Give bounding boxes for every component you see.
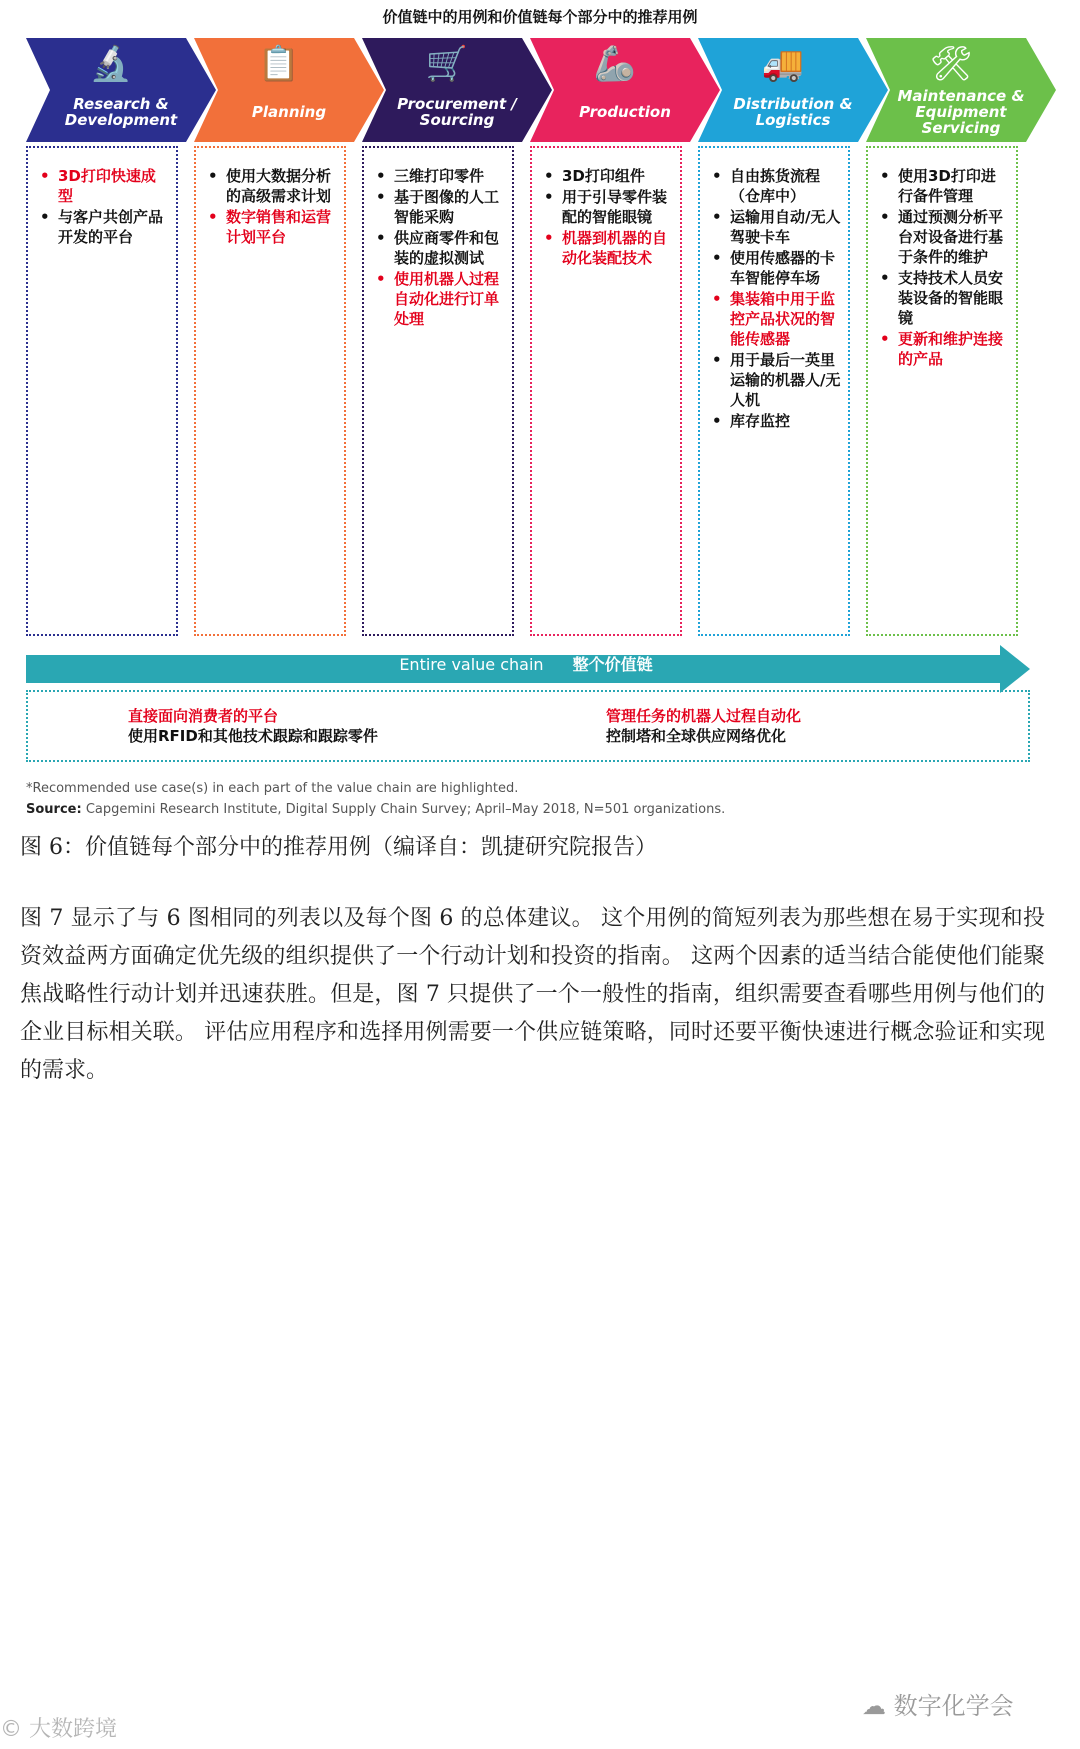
use-case: • 通过预测分析平台对设备进行基于条件的维护 <box>898 207 1010 267</box>
use-case: • 用于最后一英里运输的机器人/无人机 <box>730 350 842 410</box>
use-case-list <box>204 166 338 247</box>
highlighted-use-case: • 机器到机器的自动化装配技术 <box>562 228 674 268</box>
stage-label: Procurement / Sourcing <box>397 95 517 129</box>
stage-chevron <box>26 38 216 142</box>
highlighted-use-case: 直接面向消费者的平台 <box>128 707 279 725</box>
use-case: • 三维打印零件 <box>394 166 506 186</box>
tools-icon: 🛠 <box>929 44 973 84</box>
clipboard-icon: 📋 <box>257 44 301 84</box>
use-case: • 用于引导零件装配的智能眼镜 <box>562 187 674 227</box>
entire-value-chain-label <box>26 652 1026 675</box>
highlighted-use-case: • 3D打印快速成型 <box>58 166 170 206</box>
stage-use-case-column <box>194 146 346 636</box>
stage-label: Maintenance & Equipment Servicing <box>897 87 1025 137</box>
stage-chevron <box>194 38 384 142</box>
source-text: Capgemini Research Institute, Digital Supply Chain Survey; April–May 2018, N=501 organizations. <box>81 802 726 817</box>
use-case: • 自由拣货流程（仓库中） <box>730 166 842 206</box>
shopping-cart-icon: 🛒 <box>425 44 469 84</box>
watermark-left-text: 大数跨境 <box>29 1717 118 1742</box>
watermark-left <box>0 1712 117 1743</box>
microscope-icon: 🔬 <box>89 44 133 84</box>
use-case-list <box>876 166 1010 369</box>
stage-use-case-column <box>530 146 682 636</box>
stage-label: Production <box>579 103 671 121</box>
use-case: • 库存监控 <box>730 411 842 431</box>
entire-chain-item <box>128 706 378 746</box>
use-case: • 3D打印组件 <box>562 166 674 186</box>
highlighted-use-case: 管理任务的机器人过程自动化 <box>606 707 802 725</box>
use-case-list <box>36 166 170 247</box>
figure-title: 价值链中的用例和价值链每个部分中的推荐用例 <box>382 8 698 26</box>
use-case: • 与客户共创产品开发的平台 <box>58 207 170 247</box>
use-case-list <box>372 166 506 329</box>
value-chain-en: Entire value chain <box>399 655 544 674</box>
entire-chain-item <box>606 706 801 746</box>
stage-label: Planning <box>251 103 327 121</box>
use-case: • 使用3D打印进行备件管理 <box>898 166 1010 206</box>
entire-chain-use-cases <box>26 690 1030 762</box>
watermark-right <box>862 1686 1014 1721</box>
source-line <box>26 802 725 817</box>
value-chain-zh: 整个价值链 <box>572 655 653 674</box>
use-case: 使用RFID和其他技术跟踪和跟踪零件 <box>128 727 378 745</box>
highlight-note: *Recommended use case(s) in each part of the value chain are highlighted. <box>26 781 519 796</box>
highlighted-use-case: • 使用机器人过程自动化进行订单处理 <box>394 269 506 329</box>
source-label: Source: <box>26 802 82 817</box>
stage-use-case-column <box>362 146 514 636</box>
use-case: • 运输用自动/无人驾驶卡车 <box>730 207 842 247</box>
figure-caption: 图 6：价值链每个部分中的推荐用例（编译自：凯捷研究院报告） <box>20 835 657 860</box>
stage-chevron <box>866 38 1056 142</box>
value-chain-stages <box>26 38 1038 142</box>
highlighted-use-case: • 数字销售和运营计划平台 <box>226 207 338 247</box>
use-case-list <box>540 166 674 268</box>
use-case: 控制塔和全球供应网络优化 <box>606 727 787 745</box>
watermark-right-text: 数字化学会 <box>893 1692 1014 1720</box>
body-paragraph: 图 7 显示了与 6 图相同的列表以及每个图 6 的总体建议。 这个用例的简短列表为那些想在易于实现和投资效益两方面确定优先级的组织提供了一个行动计划和投资的指南。 这两个因素的适当结合能使他们能聚焦战略性行动计划并迅速获胜。但是，图 7 只提供了一个一般性的指南，组织需要查看哪些用例与他们的企业目标相关联。 评估应用程序和选择用例需要一个供应链策略，同时还要平衡快速进行概念验证和实现的需求。 <box>20 906 1045 1083</box>
use-case: • 基于图像的人工智能采购 <box>394 187 506 227</box>
stage-use-case-column <box>866 146 1018 636</box>
stage-chevron <box>362 38 552 142</box>
stage-label: Research & Development <box>64 95 178 129</box>
use-case: • 支持技术人员安装设备的智能眼镜 <box>898 268 1010 328</box>
wechat-icon: ☁ <box>862 1692 886 1720</box>
highlighted-use-case: • 集装箱中用于监控产品状况的智能传感器 <box>730 289 842 349</box>
use-case: • 使用传感器的卡车智能停车场 <box>730 248 842 288</box>
stage-chevron <box>698 38 888 142</box>
stage-label: Distribution & Logistics <box>733 95 853 129</box>
use-case: • 供应商零件和包装的虚拟测试 <box>394 228 506 268</box>
stage-chevron <box>530 38 720 142</box>
stage-use-case-column <box>698 146 850 636</box>
use-case-list <box>708 166 842 431</box>
truck-icon: 🚚 <box>761 44 805 84</box>
robot-arm-icon: 🦾 <box>593 44 637 84</box>
use-case: • 使用大数据分析的高级需求计划 <box>226 166 338 206</box>
logo-icon: © <box>0 1717 22 1742</box>
stage-use-case-column <box>26 146 178 636</box>
highlighted-use-case: • 更新和维护连接的产品 <box>898 329 1010 369</box>
